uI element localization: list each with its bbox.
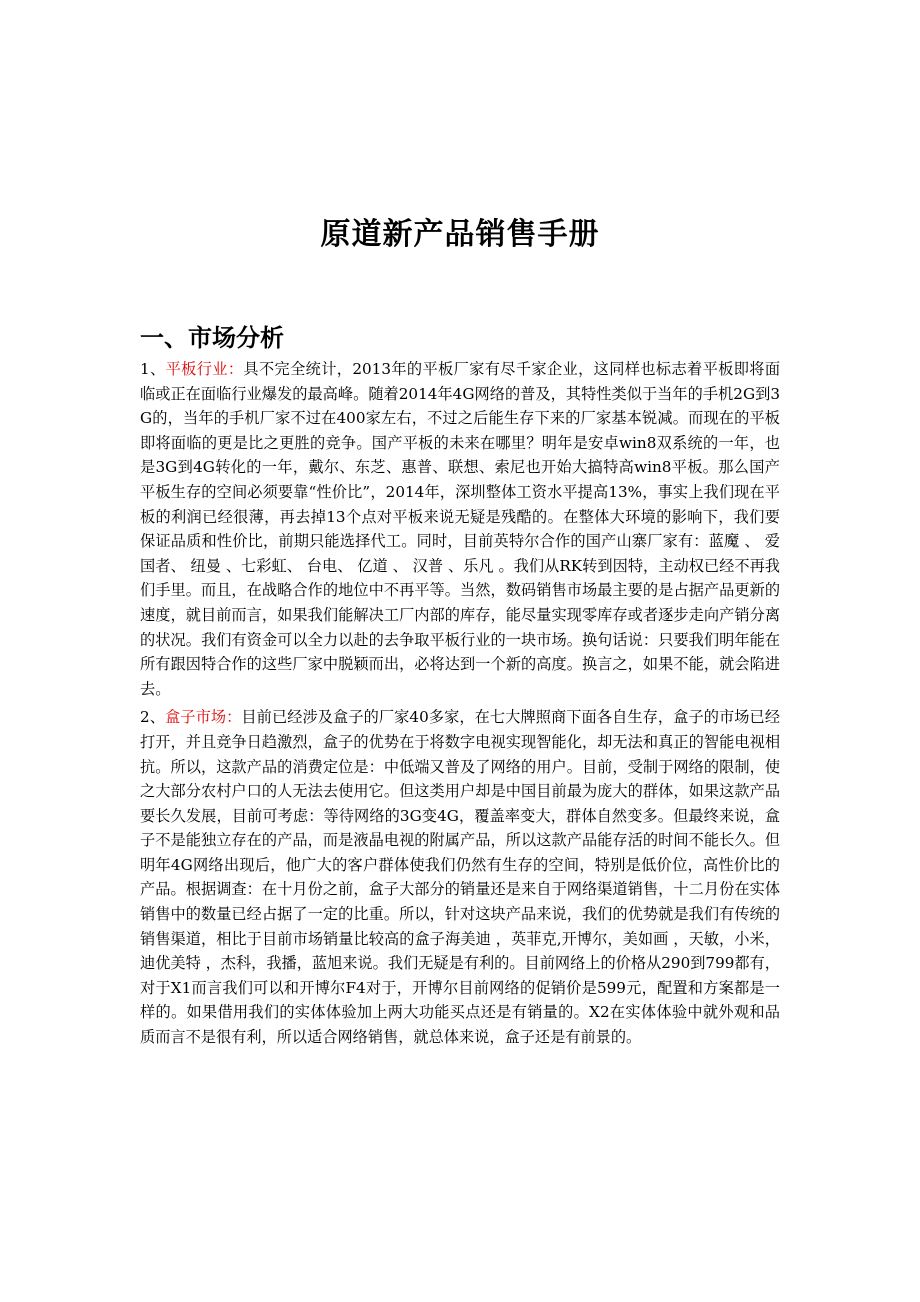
paragraph-number: 2、 [140, 708, 166, 727]
paragraph-label: 平板行业： [165, 360, 244, 378]
paragraph-tablet-industry [140, 357, 780, 701]
paragraph-number: 1、 [140, 360, 166, 378]
section-heading: 一、市场分析 [140, 324, 284, 352]
paragraph-text: 具不完全统计，2013年的平板厂家有尽千家企业，这同样也标志着平板即将面临或正在面临行业爆发的最高峰。随着2014年4G网络的普及，其特性类似于当年的手机2G到3G的，当年的手机厂家不过在400家左右，不过之后能生存下来的厂家基本锐减。而现在的平板即将面临的更是比之更胜的竞争。国产平板的未来在哪里？明年是安卓win8双系统的一年，也是3G到4G转化的一年，戴尔、东芝、惠普、联想、索尼也开始大搞特高win8平板。那么国产平板生存的空间必须要靠“性价比”，2014年，深圳整体工资水平提高13%，事实上我们现在平板的利润已经很薄，再去掉13个点对平板来说无疑是残酷的。在整体大环境的影响下，我们要保证品质和性价比，前期只能选择代工。同时，目前英特尔合作的国产山寨厂家有：蓝魔 、 爱国者、 纽曼 、七彩虹、 台电、 亿道 、 汉普 、乐凡 。我们从RK转到因特，主动权已经不再我们手里。而且，在战略合作的地位中不再平等。当然，数码销售市场最主要的是占据产品更新的速度，就目前而言，如果我们能解决工厂内部的库存，能尽量实现零库存或者逐步走向产销分离的状况。我们有资金可以全力以赴的去争取平板行业的一块市场。换句话说：只要我们明年能在所有跟因特合作的这些厂家中脱颖而出，必将达到一个新的高度。换言之，如果不能，就会陷进去。 [140, 360, 781, 698]
paragraph-label: 盒子市场： [165, 708, 242, 727]
document-title: 原道新产品销售手册 [320, 217, 600, 252]
paragraph-text: 目前已经涉及盒子的厂家40多家，在七大牌照商下面各自生存，盒子的市场已经打开，并且竞争日趋激烈，盒子的优势在于将数字电视实现智能化，却无法和真正的智能电视相抗。所以，这款产品的消费定位是：中低端又普及了网络的用户。目前，受制于网络的限制，使之大部分农村户口的人无法去使用它。但这类用户却是中国目前最为庞大的群体，如果这款产品要长久发展，目前可考虑：等待网络的3G变4G，覆盖率变大，群体自然变多。但最终来说，盒子不是能独立存在的产品，而是液晶电视的附属产品，所以这款产品能存活的时间不能长久。但明年4G网络出现后，他广大的客户群体使我们仍然有生存的空间，特别是低价位，高性价比的产品。根据调查：在十月份之前，盒子大部分的销量还是来自于网络渠道销售，十二月份在实体销售中的数量已经占据了一定的比重。所以，针对这块产品来说，我们的优势就是我们有传统的销售渠道，相比于目前市场销量比较高的盒子海美迪 ，英菲克,开博尔，美如画 ，天敏，小米，迪优美特 ，杰科，我播，蓝旭来说。我们无疑是有利的。目前网络上的价格从290到799都有，对于X1而言我们可以和开博尔F4对于，开博尔目前网络的促销价是599元，配置和方案都是一样的。如果借用我们的实体体验加上两大功能买点还是有销量的。X2在实体体验中就外观和品质而言不是很有利，所以适合网络销售，就总体来说，盒子还是有前景的。 [140, 708, 781, 1047]
paragraph-box-market [140, 705, 780, 1049]
